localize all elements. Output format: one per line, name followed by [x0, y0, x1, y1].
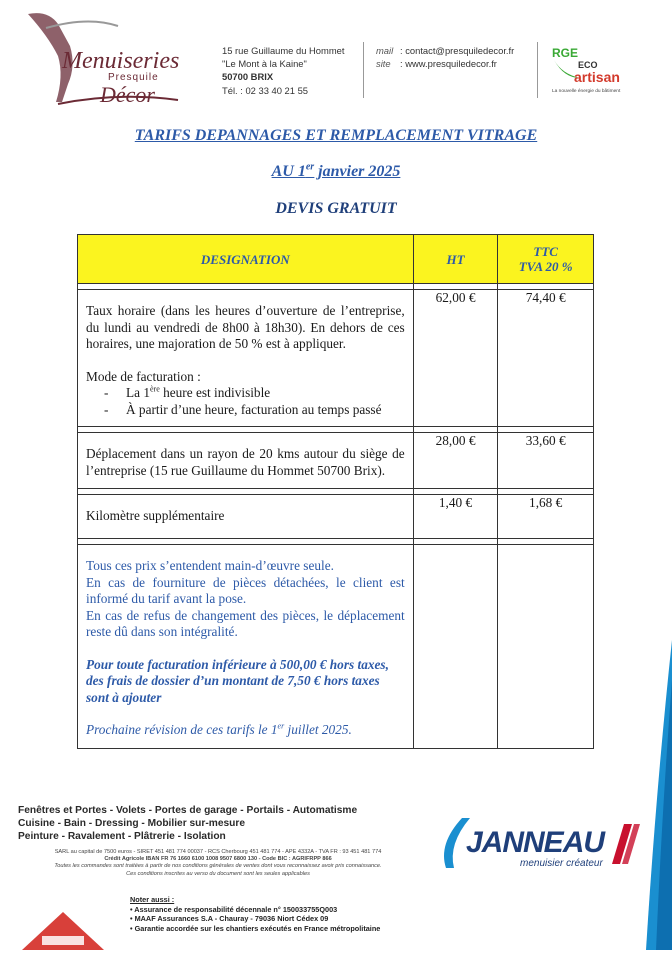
hourly-rate-ht: 62,00 € — [413, 290, 498, 427]
company-address — [222, 44, 344, 97]
hourly-rate-ttc: 74,40 € — [498, 290, 594, 427]
address-city: 50700 BRIX — [222, 71, 274, 83]
table-row — [78, 545, 594, 749]
header-divider-2 — [537, 42, 538, 98]
header-ht: HT — [413, 235, 498, 284]
svg-text:La nouvelle énergie du bâtimen: La nouvelle énergie du bâtiment — [552, 89, 621, 94]
devis-gratuit-heading: DEVIS GRATUIT — [275, 200, 397, 217]
legal-info: SARL au capital de 7500 euros - SIRET 451 481 774 00037 - RCS Cherbourg 451 481 774 - APE 4332A - TVA FR : 93 451 481 774 Crédit Agricole IBAN FR 76 1660 6100 1008 9507 6800 130 - Code BIC : AGRIFRPP 866 Toutes les commandes sont traitées à partir de nos conditions générales de ventes dont vous reconnaissez avoir pris connaissance. Ces conditions inscrites au verso du document sont les seules applicables — [54, 849, 382, 877]
extra-km-ht: 1,40 € — [413, 495, 498, 539]
svg-text:ECO: ECO — [578, 60, 598, 70]
list-item: - La 1ère heure est indivisible — [104, 385, 405, 402]
extra-km-ttc: 1,68 € — [498, 495, 594, 539]
effective-date: AU 1er janvier 2025 — [271, 161, 401, 180]
travel-ttc: 33,60 € — [498, 433, 594, 489]
table-header-row — [78, 235, 594, 284]
janneau-tagline: menuisier créateur — [520, 858, 603, 869]
company-logo — [18, 6, 213, 106]
travel-text: Déplacement dans un rayon de 20 kms autour du siège de l’entreprise (15 rue Guillaume du Hommet 50700 Brix). — [86, 446, 405, 478]
header-designation: DESIGNATION — [78, 235, 414, 284]
header-divider — [363, 42, 364, 98]
insurance-logo — [18, 906, 108, 950]
table-row — [78, 495, 594, 539]
janneau-name: JANNEAU — [466, 826, 605, 859]
billing-mode-label: Mode de facturation : — [86, 368, 201, 384]
table-row — [78, 290, 594, 427]
mail-value[interactable]: : contact@presquiledecor.fr — [400, 45, 515, 56]
billing-mode-list — [86, 385, 405, 418]
hourly-rate-text: Taux horaire (dans les heures d’ouverture de l’entreprise, du lundi au vendredi de 8h00 à 18h30). En dehors de ces horaires, une majoration de 50 % est à appliquer. — [86, 303, 405, 351]
address-place: "Le Mont à la Kaine" — [222, 58, 307, 70]
table-row — [78, 433, 594, 489]
svg-text:Menuiseries: Menuiseries — [62, 48, 180, 74]
next-revision: Prochaine révision de ces tarifs le 1er juillet 2025. — [86, 721, 352, 737]
site-label: site — [376, 58, 391, 70]
mail-label: mail — [376, 45, 394, 56]
address-street: 15 rue Guillaume du Hommet — [222, 45, 345, 56]
conditions-parts: En cas de fourniture de pièces détachées, le client est informé du tarif avant la pose. — [86, 574, 405, 606]
svg-text:artisan: artisan — [574, 69, 620, 85]
list-item: - À partir d’une heure, facturation au temps passé — [104, 402, 405, 419]
header-ttc: TTC TVA 20 % — [498, 235, 594, 284]
conditions-labour: Tous ces prix s’entendent main-d’œuvre seule. — [86, 558, 334, 573]
svg-text:Presquile: Presquile — [108, 72, 159, 83]
insurance-notes: Noter aussi : • Assurance de responsabilité décennale n° 150033755Q003 • MAAF Assurances S.A - Chauray - 79036 Niort Cédex 09 • Garantie accordée sur les chantiers exécutés en France métropolitaine — [130, 895, 381, 933]
conditions-refusal: En cas de refus de changement des pièces, le déplacement reste dû dans son intégralité. — [86, 607, 405, 639]
svg-text:Décor: Décor — [100, 82, 155, 106]
rge-eco-artisan-logo — [550, 44, 650, 96]
svg-text:RGE: RGE — [552, 46, 579, 60]
address-phone: Tél. : 02 33 40 21 55 — [222, 84, 309, 96]
conditions-fees: Pour toute facturation inférieure à 500,00 € hors taxes, des frais de dossier d’un montant de 7,50 € hors taxes sont à ajouter — [86, 656, 389, 705]
page-title: TARIFS DEPANNAGES ET REMPLACEMENT VITRAGE — [134, 127, 538, 144]
site-value[interactable]: : www.presquiledecor.fr — [400, 58, 497, 70]
extra-km-text: Kilomètre supplémentaire — [86, 508, 225, 523]
services-list: Fenêtres et Portes - Volets - Portes de garage - Portails - Automatisme Cuisine - Bain - Dressing - Mobilier sur-mesure Peinture - Ravalement - Plâtrerie - Isolation — [18, 805, 358, 842]
tariff-table — [77, 234, 594, 749]
decorative-stripe — [646, 640, 672, 950]
travel-ht: 28,00 € — [413, 433, 498, 489]
company-contact — [376, 44, 514, 70]
